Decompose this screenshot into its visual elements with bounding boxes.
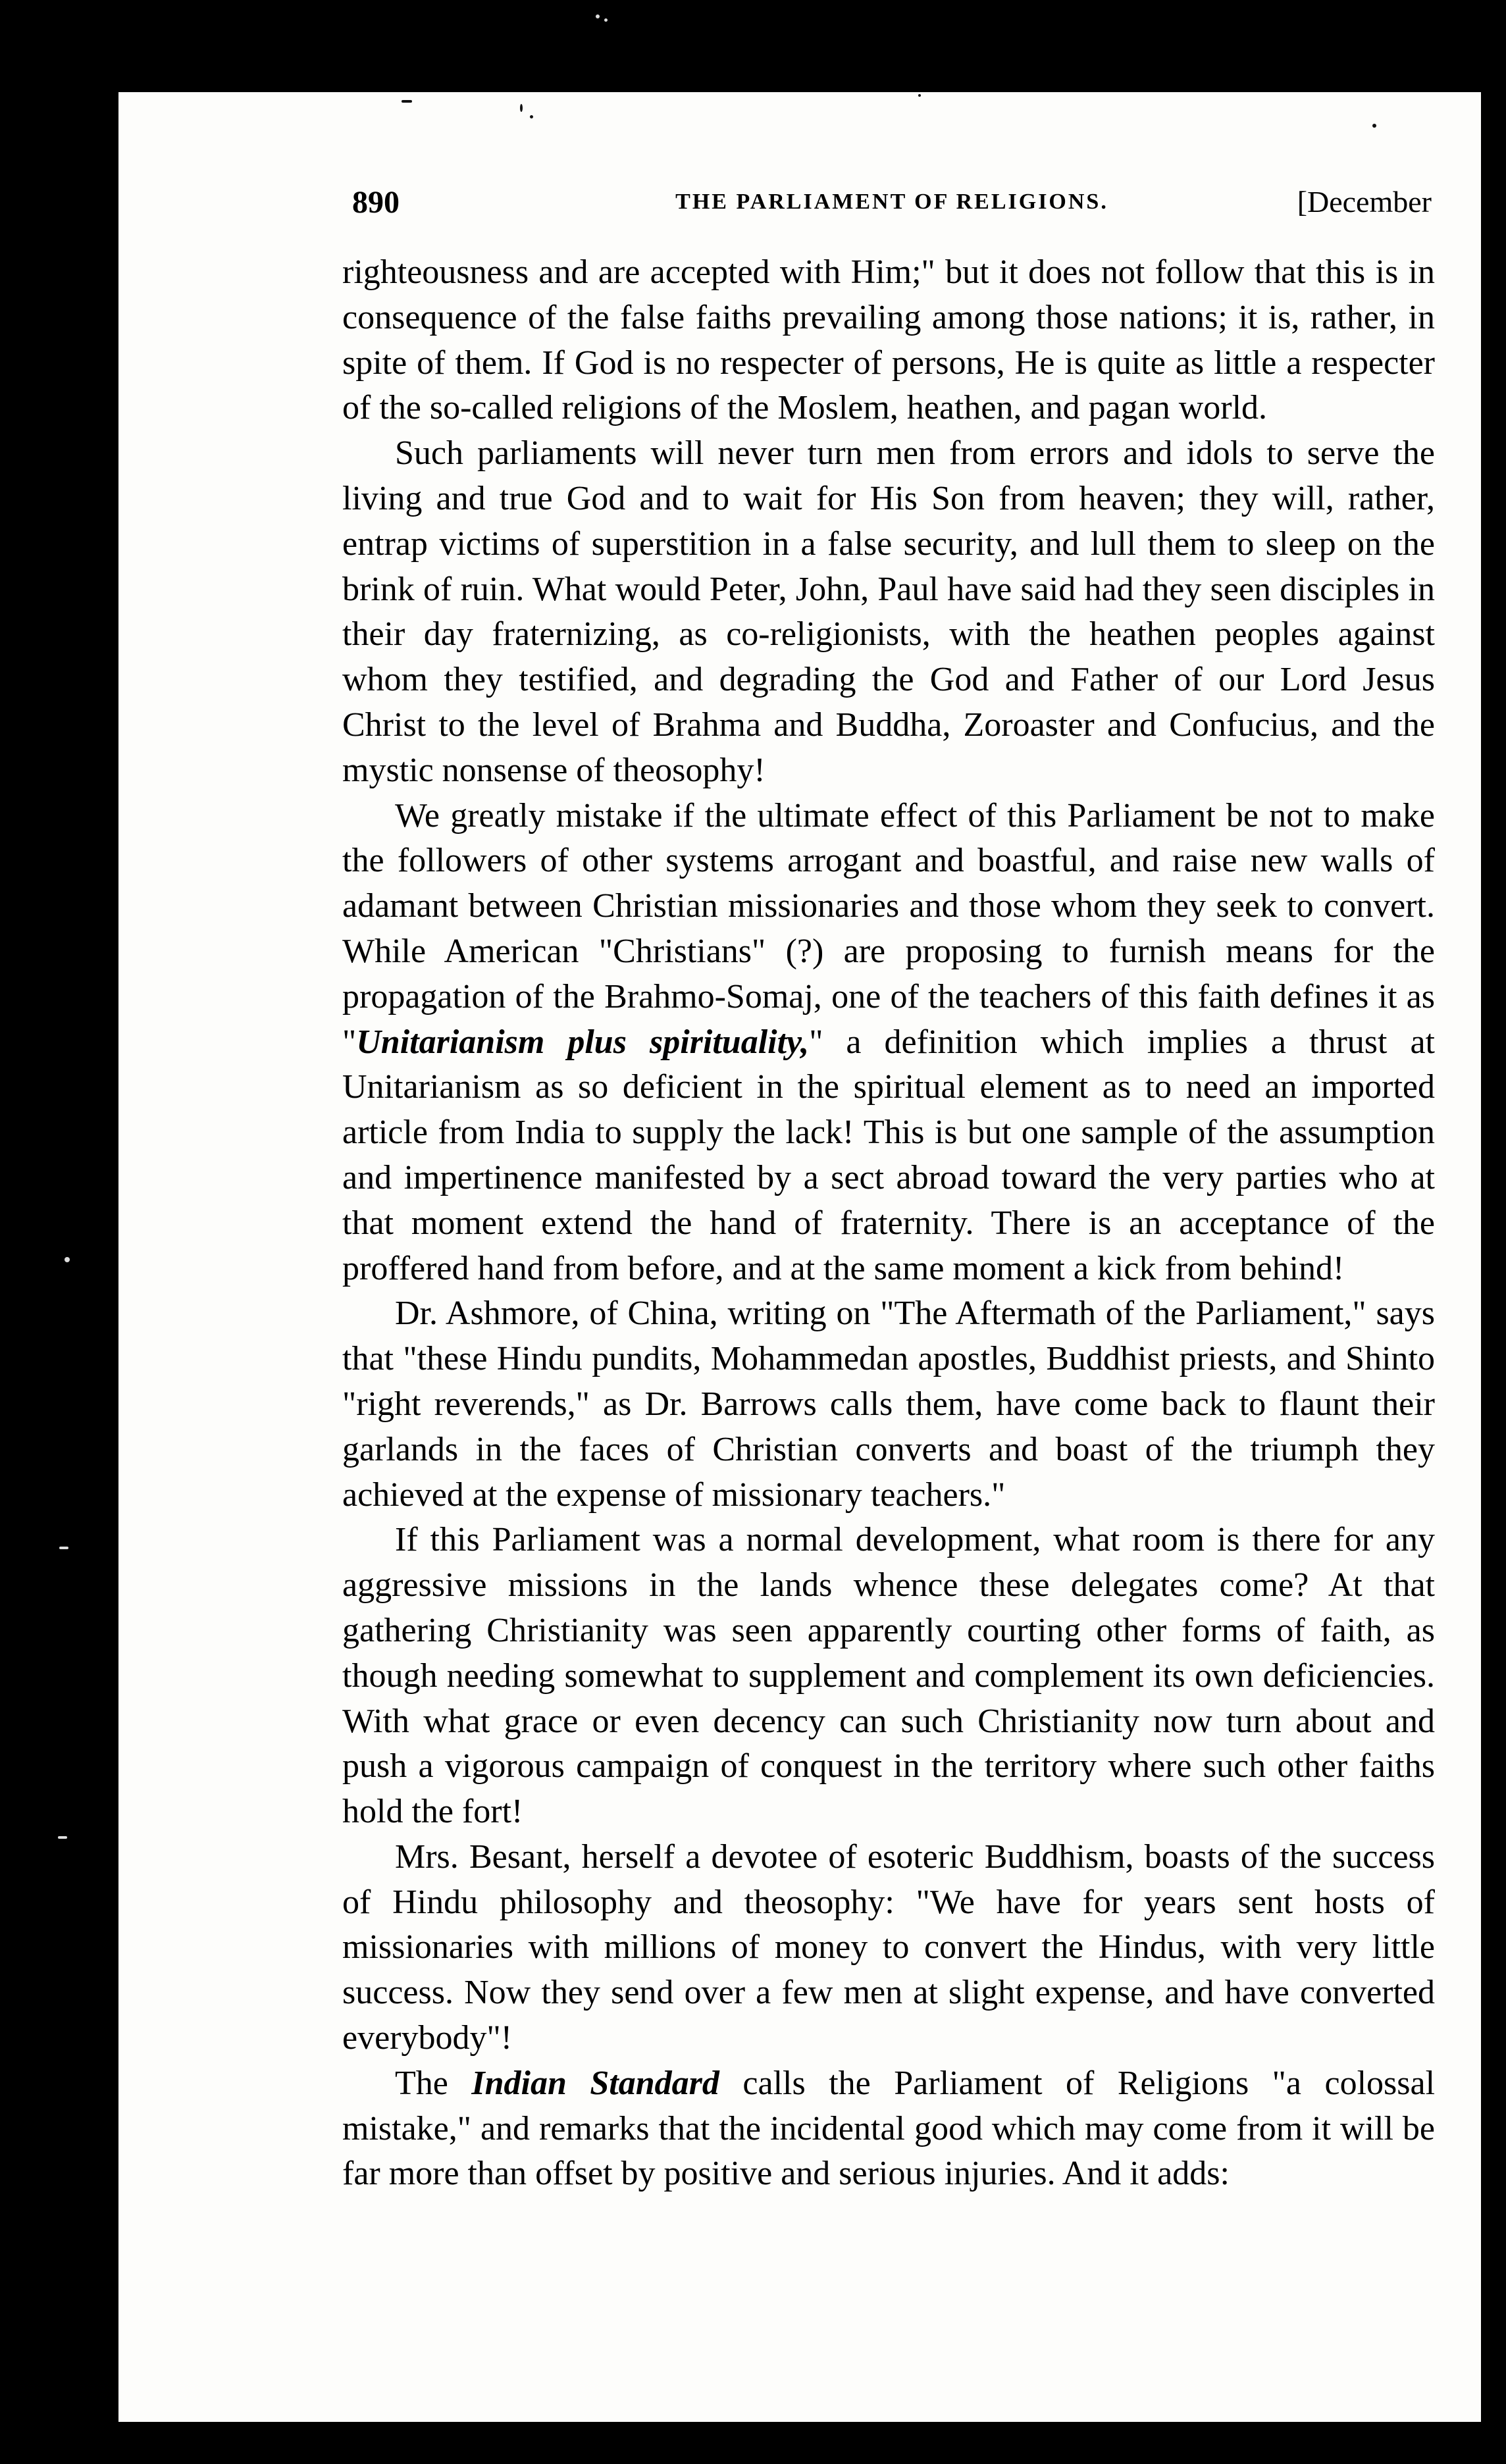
emphasis-text: Indian Standard xyxy=(471,2064,719,2102)
paragraph-text: The xyxy=(395,2064,472,2102)
scan-speck xyxy=(604,18,608,22)
emphasis-text: Unitarianism plus spirituality, xyxy=(356,1023,810,1061)
scan-speck xyxy=(58,1836,67,1839)
scan-speck xyxy=(65,1257,70,1262)
page-header xyxy=(352,184,1432,230)
paragraph: righteousness and are accepted with Him;" but it does not follow that this is in consequence of the false faiths prevailing among those nations; it is, rather, in spite of them. If God is no respecter of persons, He is quite as little a respecter of the so-called religions of the Moslem, heathen, and pagan world. xyxy=(342,253,1435,427)
paragraph xyxy=(342,2061,1435,2197)
page-number: 890 xyxy=(352,185,400,220)
running-title: THE PARLIAMENT OF RELIGIONS. xyxy=(675,190,1108,214)
paragraph-text: We greatly mistake if the ultimate effect of this Parliament be not to make the followers of other systems arrogant and boastful, and raise new walls of adamant between Christian missionaries and those whom they seek to convert. While American "Christians" (?) are proposing to furnish means for the propagation of the Brahmo-Somaj, one of the teachers of this faith defines it as " xyxy=(342,796,1435,1061)
running-month: [December xyxy=(1297,185,1432,218)
scan-speck xyxy=(918,94,921,97)
scan-speck xyxy=(59,1547,68,1549)
paragraph: Such parliaments will never turn men from errors and idols to serve the living and true God and to wait for His Son from heaven; they will, rather, entrap victims of superstition in a false security, and lull them to sleep on the brink of ruin. What would Peter, John, Paul have said had they seen disciples in their day fraternizing, as co-religionists, with the heathen peoples against whom they testified, and degrading the God and Father of our Lord Jesus Christ to the level of Brahma and Buddha, Zoroaster and Confucius, and the mystic nonsense of theosophy! xyxy=(342,434,1435,789)
paragraph xyxy=(342,794,1435,1292)
paragraph-text: calls the Parliament of Religions "a colossal mistake," and remarks that the incidental good which may come from it will be far more than offset by positive and serious injuries. And it adds: xyxy=(342,2064,1436,2193)
article-body xyxy=(342,250,1435,2197)
paragraph-text: " a definition which implies a thrust at Unitarianism as so deficient in the spiritual element as to need an imported article from India to supply the lack! This is but one sample of the assumption and impertinence manifested by a sect abroad toward the very parties who at that moment extend the hand of fraternity. There is an acceptance of the proffered hand from before, and at the same moment a kick from behind! xyxy=(342,1023,1435,1287)
paragraph: Dr. Ashmore, of China, writing on "The Aftermath of the Parliament," says that "these Hindu pundits, Mohammedan apostles, Buddhist priests, and Shinto "right reverends," as Dr. Barrows calls them, have come back to flaunt their garlands in the faces of Christian converts and boast of the triumph they achieved at the expense of missionary teachers." xyxy=(342,1295,1435,1514)
scan-speck xyxy=(520,104,523,112)
scan-speck xyxy=(402,100,412,103)
scan-speck xyxy=(530,115,533,118)
scan-speck xyxy=(596,14,600,18)
paragraph: Mrs. Besant, herself a devotee of esoteric Buddhism, boasts of the success of Hindu philosophy and theosophy: "We have for years sent hosts of missionaries with millions of money to convert the Hindus, with very little success. Now they send over a few men at slight expense, and have converted everybody"! xyxy=(342,1837,1435,2057)
scan-speck xyxy=(1372,124,1376,128)
paragraph: If this Parliament was a normal development, what room is there for any aggressive missions in the lands whence these delegates come? At that gathering Christianity was seen apparently courting other forms of faith, as though needing somewhat to supplement and complement its own deficiencies. With what grace or even decency can such Christianity now turn about and push a vigorous campaign of conquest in the territory where such other faiths hold the fort! xyxy=(342,1521,1435,1831)
